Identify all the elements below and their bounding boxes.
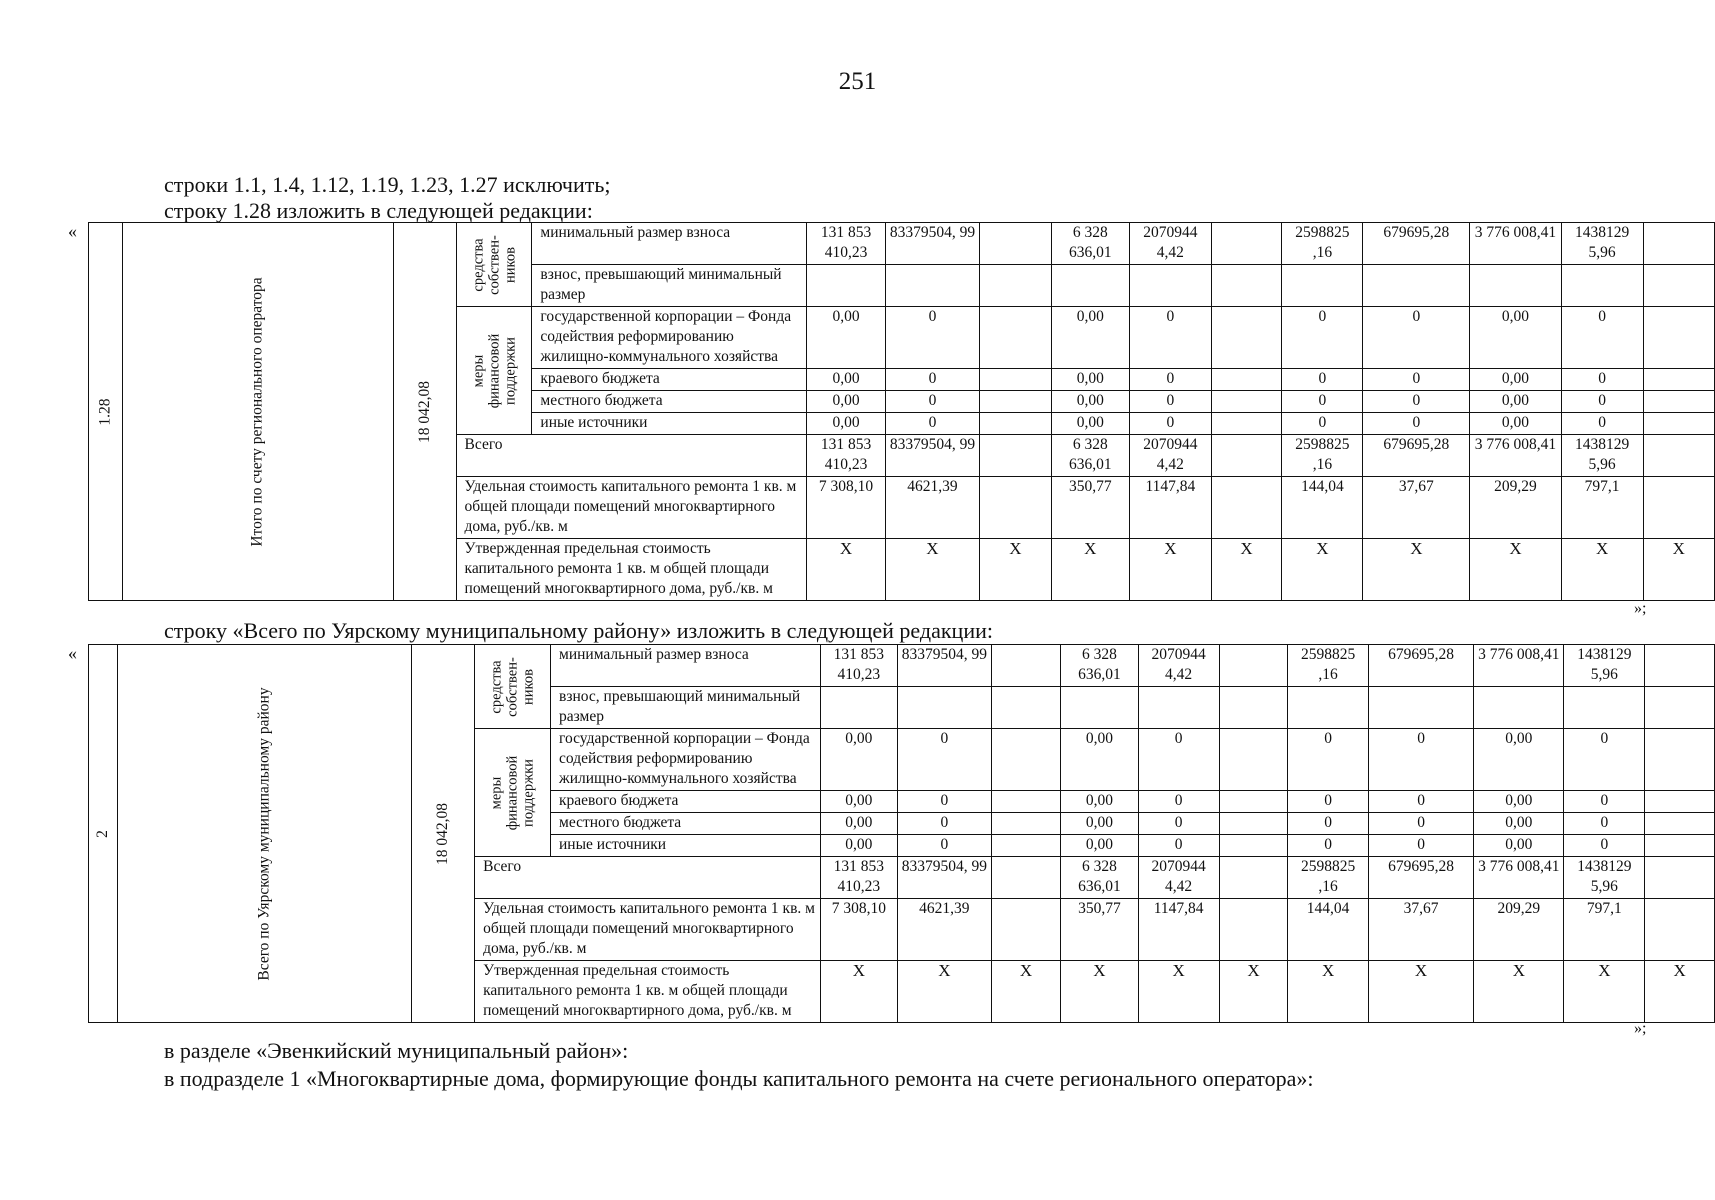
footer-line-2: в подразделе 1 «Многоквартирные дома, формирующие фонды капитального ремонта на счете регионального оператора»: — [164, 1066, 1314, 1091]
value-cell: 0,00 — [1474, 791, 1564, 813]
row-label-fund: государственной корпорации – Фонда содействия реформированию жилищно-коммунального хозяйства — [532, 307, 807, 369]
value-cell: X — [980, 539, 1051, 601]
value-cell: 83379504, 99 — [898, 645, 992, 687]
row-label-inye: иные источники — [551, 835, 821, 857]
row-number-text: 1.28 — [96, 397, 114, 426]
value-cell — [1061, 687, 1138, 729]
value-cell: 6 328 636,01 — [1061, 857, 1138, 899]
total-area — [412, 645, 475, 1023]
value-cell: 0 — [1363, 391, 1470, 413]
value-cell: 0 — [1561, 369, 1643, 391]
value-cell: 0 — [1138, 835, 1219, 857]
value-cell: 0 — [1368, 729, 1474, 791]
value-cell: 350,77 — [1061, 899, 1138, 961]
row-label-over: взнос, превышающий минимальный размер — [551, 687, 821, 729]
value-cell: 0,00 — [1061, 813, 1138, 835]
value-cell: 0,00 — [1051, 413, 1129, 435]
value-cell: 131 853 410,23 — [820, 857, 897, 899]
value-cell: 2598825 ,16 — [1282, 223, 1363, 265]
value-cell — [1211, 413, 1282, 435]
value-cell: X — [991, 961, 1061, 1023]
value-cell: 0,00 — [807, 413, 885, 435]
value-cell — [1643, 223, 1714, 265]
value-cell — [1363, 265, 1470, 307]
value-cell: 0 — [898, 835, 992, 857]
value-cell: 0 — [1288, 729, 1368, 791]
value-cell — [991, 729, 1061, 791]
value-cell: 0,00 — [1470, 307, 1561, 369]
value-cell — [1138, 687, 1219, 729]
value-cell: 209,29 — [1474, 899, 1564, 961]
value-cell: 0,00 — [1051, 369, 1129, 391]
total-area-text: 18 042,08 — [415, 380, 433, 443]
value-cell: 797,1 — [1564, 899, 1645, 961]
row-label-mest: местного бюджета — [551, 813, 821, 835]
value-cell — [1645, 687, 1715, 729]
value-cell: 0 — [1129, 307, 1211, 369]
value-cell: 2598825 ,16 — [1288, 645, 1368, 687]
value-cell — [1282, 265, 1363, 307]
row-label-kraev: краевого бюджета — [532, 369, 807, 391]
value-cell: 0,00 — [807, 391, 885, 413]
value-cell: 0 — [885, 369, 980, 391]
value-cell: X — [1211, 539, 1282, 601]
value-cell: X — [1643, 539, 1714, 601]
value-cell — [980, 413, 1051, 435]
value-cell — [1211, 391, 1282, 413]
value-cell: 144,04 — [1288, 899, 1368, 961]
value-cell: 0,00 — [820, 813, 897, 835]
value-cell: 679695,28 — [1363, 223, 1470, 265]
value-cell: 350,77 — [1051, 477, 1129, 539]
value-cell — [991, 645, 1061, 687]
value-cell — [1645, 729, 1715, 791]
value-cell: 0,00 — [820, 729, 897, 791]
row-label-total: Всего — [456, 435, 807, 477]
value-cell — [1211, 435, 1282, 477]
row-number — [89, 645, 118, 1023]
group-support — [456, 307, 532, 435]
value-cell — [991, 687, 1061, 729]
value-cell: X — [1470, 539, 1561, 601]
value-cell: 37,67 — [1363, 477, 1470, 539]
value-cell — [1564, 687, 1645, 729]
value-cell: 0 — [1129, 369, 1211, 391]
value-cell: 797,1 — [1561, 477, 1643, 539]
value-cell: 2070944 4,42 — [1138, 857, 1219, 899]
value-cell — [1051, 265, 1129, 307]
value-cell — [980, 391, 1051, 413]
value-cell: 1438129 5,96 — [1564, 857, 1645, 899]
value-cell: X — [1363, 539, 1470, 601]
value-cell: X — [1564, 961, 1645, 1023]
value-cell: 131 853 410,23 — [807, 435, 885, 477]
value-cell — [1219, 899, 1288, 961]
value-cell: 1438129 5,96 — [1561, 223, 1643, 265]
value-cell — [1643, 477, 1714, 539]
value-cell: 0 — [1282, 369, 1363, 391]
value-cell: 0 — [1288, 791, 1368, 813]
value-cell — [980, 435, 1051, 477]
value-cell: 0 — [1282, 391, 1363, 413]
instruction-line-3: строку «Всего по Уярскому муниципальному району» изложить в следующей редакции: — [164, 618, 993, 643]
value-cell: 0 — [1288, 835, 1368, 857]
value-cell — [991, 813, 1061, 835]
value-cell: 0 — [898, 813, 992, 835]
value-cell: 0 — [1368, 813, 1474, 835]
opening-quote: « — [68, 221, 77, 241]
value-cell — [1219, 813, 1288, 835]
value-cell: 3 776 008,41 — [1470, 223, 1561, 265]
value-cell: 1438129 5,96 — [1564, 645, 1645, 687]
value-cell: 0 — [885, 413, 980, 435]
value-cell: 83379504, 99 — [885, 435, 980, 477]
value-cell: 2070944 4,42 — [1129, 223, 1211, 265]
value-cell — [1643, 369, 1714, 391]
value-cell: 0 — [1368, 835, 1474, 857]
row-label-over: взнос, превышающий минимальный размер — [532, 265, 807, 307]
value-cell: 0 — [898, 791, 992, 813]
page-number: 251 — [838, 68, 877, 95]
value-cell: X — [898, 961, 992, 1023]
value-cell: 83379504, 99 — [885, 223, 980, 265]
value-cell — [1211, 307, 1282, 369]
value-cell: X — [1282, 539, 1363, 601]
value-cell: X — [1288, 961, 1368, 1023]
total-area — [393, 223, 456, 601]
value-cell: 2070944 4,42 — [1138, 645, 1219, 687]
row-label-unit: Удельная стоимость капитального ремонта 1 кв. м общей площади помещений многоквартирного дома, руб./кв. м — [456, 477, 807, 539]
value-cell: 0,00 — [807, 369, 885, 391]
row-number — [89, 223, 123, 601]
value-cell: 0,00 — [807, 307, 885, 369]
value-cell: 3 776 008,41 — [1470, 435, 1561, 477]
value-cell: 6 328 636,01 — [1051, 435, 1129, 477]
value-cell: 0 — [1561, 413, 1643, 435]
table-row — [89, 645, 1715, 687]
value-cell: 0 — [885, 391, 980, 413]
value-cell — [1219, 645, 1288, 687]
value-cell: X — [1051, 539, 1129, 601]
value-cell: 0 — [1564, 791, 1645, 813]
value-cell: X — [1561, 539, 1643, 601]
value-cell — [980, 369, 1051, 391]
value-cell: 83379504, 99 — [898, 857, 992, 899]
value-cell: 0,00 — [1474, 729, 1564, 791]
value-cell: 0,00 — [1470, 391, 1561, 413]
row-label-fund: государственной корпорации – Фонда содействия реформированию жилищно-коммунального хозяйства — [551, 729, 821, 791]
value-cell: 0,00 — [1061, 791, 1138, 813]
value-cell: 0,00 — [820, 791, 897, 813]
value-cell: 0 — [1363, 413, 1470, 435]
value-cell: 0 — [1138, 813, 1219, 835]
value-cell — [1219, 729, 1288, 791]
row-label-mest: местного бюджета — [532, 391, 807, 413]
value-cell: 144,04 — [1282, 477, 1363, 539]
closing-quote: »; — [1634, 600, 1647, 617]
row-label-inye: иные источники — [532, 413, 807, 435]
value-cell: 2598825 ,16 — [1288, 857, 1368, 899]
group-owners — [456, 223, 532, 307]
value-cell: 3 776 008,41 — [1474, 857, 1564, 899]
group-owners-text: средства собствен-ников — [469, 234, 518, 295]
value-cell: 0 — [1282, 307, 1363, 369]
value-cell: 0,00 — [820, 835, 897, 857]
value-cell: 3 776 008,41 — [1474, 645, 1564, 687]
row-name — [117, 645, 411, 1023]
value-cell — [1129, 265, 1211, 307]
value-cell: 679695,28 — [1368, 645, 1474, 687]
value-cell — [1211, 265, 1282, 307]
value-cell — [1211, 477, 1282, 539]
value-cell — [1219, 835, 1288, 857]
value-cell — [1645, 813, 1715, 835]
value-cell: X — [885, 539, 980, 601]
value-cell: 0 — [898, 729, 992, 791]
row-name-text: Всего по Уярскому муниципальному району — [255, 686, 273, 981]
value-cell: 0 — [1363, 369, 1470, 391]
row-label-limit: Утвержденная предельная стоимость капитального ремонта 1 кв. м общей площади помещений многоквартирного дома, руб./кв. м — [456, 539, 807, 601]
value-cell: 0 — [1138, 791, 1219, 813]
value-cell: 0,00 — [1474, 835, 1564, 857]
value-cell — [991, 857, 1061, 899]
value-cell — [820, 687, 897, 729]
value-cell — [1645, 835, 1715, 857]
group-support-text: меры финансовой поддержки — [488, 755, 537, 830]
value-cell: X — [1138, 961, 1219, 1023]
row-label-total: Всего — [475, 857, 821, 899]
value-cell: 0 — [1368, 791, 1474, 813]
value-cell: 0,00 — [1470, 369, 1561, 391]
value-cell: X — [1061, 961, 1138, 1023]
value-cell — [1643, 413, 1714, 435]
value-cell: 0 — [1129, 391, 1211, 413]
closing-quote: »; — [1634, 1020, 1647, 1037]
value-cell: 0 — [1363, 307, 1470, 369]
value-cell — [1211, 369, 1282, 391]
value-cell — [1643, 391, 1714, 413]
row-label-min: минимальный размер взноса — [551, 645, 821, 687]
total-area-text: 18 042,08 — [434, 802, 452, 865]
value-cell: 2070944 4,42 — [1129, 435, 1211, 477]
value-cell: 0,00 — [1061, 729, 1138, 791]
value-cell — [1645, 645, 1715, 687]
value-cell — [1470, 265, 1561, 307]
value-cell: 0,00 — [1470, 413, 1561, 435]
value-cell — [980, 307, 1051, 369]
value-cell — [1643, 307, 1714, 369]
value-cell — [1368, 687, 1474, 729]
row-name — [123, 223, 393, 601]
value-cell — [991, 791, 1061, 813]
value-cell — [1219, 687, 1288, 729]
value-cell — [1474, 687, 1564, 729]
value-cell: 0,00 — [1051, 307, 1129, 369]
value-cell: 0,00 — [1474, 813, 1564, 835]
value-cell — [980, 223, 1051, 265]
value-cell: 0 — [1561, 307, 1643, 369]
value-cell — [898, 687, 992, 729]
value-cell: 4621,39 — [898, 899, 992, 961]
value-cell — [991, 899, 1061, 961]
instruction-line-1: строки 1.1, 1.4, 1.12, 1.19, 1.23, 1.27 исключить; — [164, 172, 611, 197]
value-cell: X — [1368, 961, 1474, 1023]
budget-table — [88, 222, 1715, 601]
value-cell: 0 — [1564, 835, 1645, 857]
value-cell: 2598825 ,16 — [1282, 435, 1363, 477]
value-cell — [991, 835, 1061, 857]
row-label-min: минимальный размер взноса — [532, 223, 807, 265]
value-cell: 6 328 636,01 — [1051, 223, 1129, 265]
group-support-text: меры финансовой поддержки — [469, 333, 518, 408]
value-cell: X — [1474, 961, 1564, 1023]
value-cell — [807, 265, 885, 307]
group-owners-text: средства собствен-ников — [488, 656, 537, 717]
value-cell: 0 — [1129, 413, 1211, 435]
value-cell: 7 308,10 — [807, 477, 885, 539]
value-cell — [1219, 857, 1288, 899]
value-cell: 0,00 — [1051, 391, 1129, 413]
value-cell: 209,29 — [1470, 477, 1561, 539]
value-cell — [980, 265, 1051, 307]
row-label-limit: Утвержденная предельная стоимость капитального ремонта 1 кв. м общей площади помещений многоквартирного дома, руб./кв. м — [475, 961, 821, 1023]
value-cell: 37,67 — [1368, 899, 1474, 961]
value-cell: 0 — [1564, 729, 1645, 791]
row-number-text: 2 — [93, 829, 111, 838]
value-cell — [1645, 899, 1715, 961]
value-cell — [1645, 857, 1715, 899]
value-cell — [1645, 791, 1715, 813]
footer-line-1: в разделе «Эвенкийский муниципальный район»: — [164, 1038, 629, 1063]
value-cell: X — [1219, 961, 1288, 1023]
value-cell: 4621,39 — [885, 477, 980, 539]
value-cell — [1643, 265, 1714, 307]
value-cell: 679695,28 — [1368, 857, 1474, 899]
budget-table — [88, 644, 1715, 1023]
value-cell: 7 308,10 — [820, 899, 897, 961]
value-cell — [1643, 435, 1714, 477]
value-cell: 1147,84 — [1129, 477, 1211, 539]
value-cell: X — [807, 539, 885, 601]
value-cell: 0,00 — [1061, 835, 1138, 857]
value-cell: 0 — [1288, 813, 1368, 835]
value-cell — [1211, 223, 1282, 265]
value-cell: X — [1645, 961, 1715, 1023]
value-cell: 6 328 636,01 — [1061, 645, 1138, 687]
value-cell: 0 — [1138, 729, 1219, 791]
opening-quote: « — [68, 643, 77, 663]
value-cell: 0 — [1561, 391, 1643, 413]
value-cell: 1147,84 — [1138, 899, 1219, 961]
row-label-kraev: краевого бюджета — [551, 791, 821, 813]
value-cell: 131 853 410,23 — [820, 645, 897, 687]
value-cell: 679695,28 — [1363, 435, 1470, 477]
value-cell: 0 — [1564, 813, 1645, 835]
value-cell: 0 — [1282, 413, 1363, 435]
value-cell — [1288, 687, 1368, 729]
value-cell — [980, 477, 1051, 539]
table-row — [89, 223, 1715, 265]
group-owners — [475, 645, 551, 729]
value-cell: 1438129 5,96 — [1561, 435, 1643, 477]
value-cell — [885, 265, 980, 307]
value-cell — [1219, 791, 1288, 813]
value-cell — [1561, 265, 1643, 307]
value-cell: X — [820, 961, 897, 1023]
value-cell: X — [1129, 539, 1211, 601]
group-support — [475, 729, 551, 857]
value-cell: 131 853 410,23 — [807, 223, 885, 265]
row-name-text: Итого по счету регионального оператора — [248, 276, 266, 547]
value-cell: 0 — [885, 307, 980, 369]
row-label-unit: Удельная стоимость капитального ремонта 1 кв. м общей площади помещений многоквартирного дома, руб./кв. м — [475, 899, 821, 961]
instruction-line-2: строку 1.28 изложить в следующей редакции: — [164, 198, 593, 223]
